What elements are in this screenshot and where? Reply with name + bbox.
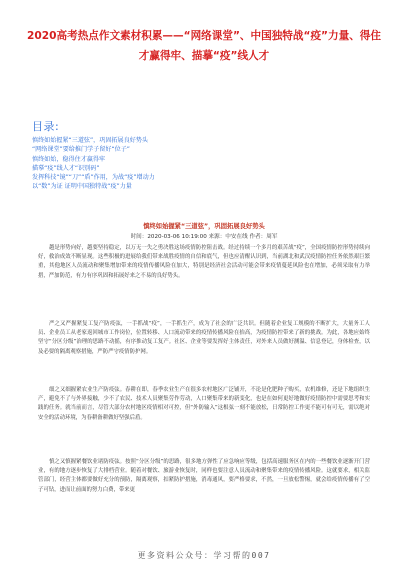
article-title: 慎终如始握紧“三道弦”，巩固拓展良好势头 (143, 223, 265, 230)
toc-link[interactable]: 以“数”为证 证明中国独特战“疫”力量 (32, 183, 132, 191)
article-paragraph: 细之又细握紧农业生产防疫弦。春耕在即，春季农业生产在很多农村地区广泛铺开，不论是化肥种子购买，农机维修，还是下地组织生产，避免不了与外界接触，少不了农民、技术人员聚集劳作劳动，人口聚集带来的新变化，也是在如何更好地做好疫情防控中需要思考和实践的任务。就当前而言，尽管大部分农村地区疫情相对可控，但“外防输入”这根弦一刻不能放松，日常防控工作更不能可有可无，需以绝对安全的活动环境，为春耕备耕做好坚强后盾。 (38, 387, 370, 421)
toc-heading: 目录: (32, 120, 60, 133)
article-paragraph: 严之又严握紧复工复产防疫弦，一手抓战“疫”，一手抓生产，成为了社会的广泛共识。但随着企业复工规模的不断扩大，大量务工人员、企业员工从老家返回城市工作岗位，位置转移、人口流动带来的疫情传播风险在抬高，为疫情防控带来了新的挑战。为此，各地应始终坚守“分区分级”治理的思路不动摇，有序推动复工复产。社区、企业等要发挥好主体责任，对外来人员做好测温、信息登记，身体检查，以及必要的隔离观察措施，严防严守疫情防护网。 (38, 321, 370, 355)
footer-watermark-text: 更多资料公众号：学习帮的007 (137, 551, 271, 560)
toc-link[interactable]: 慎终如始，稳得住才赢得牢 (32, 155, 106, 163)
toc-link[interactable]: 发挥科技“镜”“刀”“盾”作用，为战“疫”增动力 (32, 174, 155, 182)
document-title: 2020高考热点作文素材积累——“网络课堂”、中国独特战“疫”力量、得住才赢得牢、描摹“疫”线人才 (27, 30, 381, 62)
toc-link[interactable]: “网络课堂”要给推门学子留好“位子” (32, 146, 130, 154)
article-paragraph: 慎之又慎握紧餐饮业诸防疫弦。按照“分区分级”的思路，很多地方弹性了应急响应等级，包括高速服务区在内的一些餐饮业逐渐开门营业，有的地方逐步恢复了大排档营业。随着对餐饮、旅游业恢复时，同样也要注意人员流动和聚集带来的疫情传播风险。这就要求，相关监管部门，经营主体都要做好充分的预防，隔离观察，扣紧防护措施，消毒通风，要严格要求，不然，一旦放松警惕，就会给疫情传播有了空子可钻，进而让前面的努力白费，带来更 (38, 459, 370, 493)
toc-link[interactable]: 慎终如始握紧“三道弦”，巩固拓展良好势头 (32, 137, 149, 144)
article-paragraph: 越是形势向好，越要坚持稳定，以万无一失之勇决胜这场疫情防控阻击战。经过持续一个多月的艰苦战“疫”，全国疫情防控形势持续向好，救治成效不断显现。这些积极的进展给我们带来战胜疫情的自信和底气，但也应清醒认识到，当前湖北和武汉疫情防控任务依然艰巨繁重，其他地区人员流动和聚集增加带来的疫情传播风险在加大，特别是经济社会活动可能会带来疫情蔓延风险也在增加，必须采取有力举措，严加防范，有力有序巩固和拓展好来之不易的良好势头。 (38, 245, 370, 279)
table-of-contents (32, 136, 155, 192)
article-meta: 时间：2020-03-06 10:19:00 来源：中安在线 作者：周军 (130, 234, 278, 240)
toc-link[interactable]: 描摹“疫”线人才“识别码” (32, 164, 100, 172)
